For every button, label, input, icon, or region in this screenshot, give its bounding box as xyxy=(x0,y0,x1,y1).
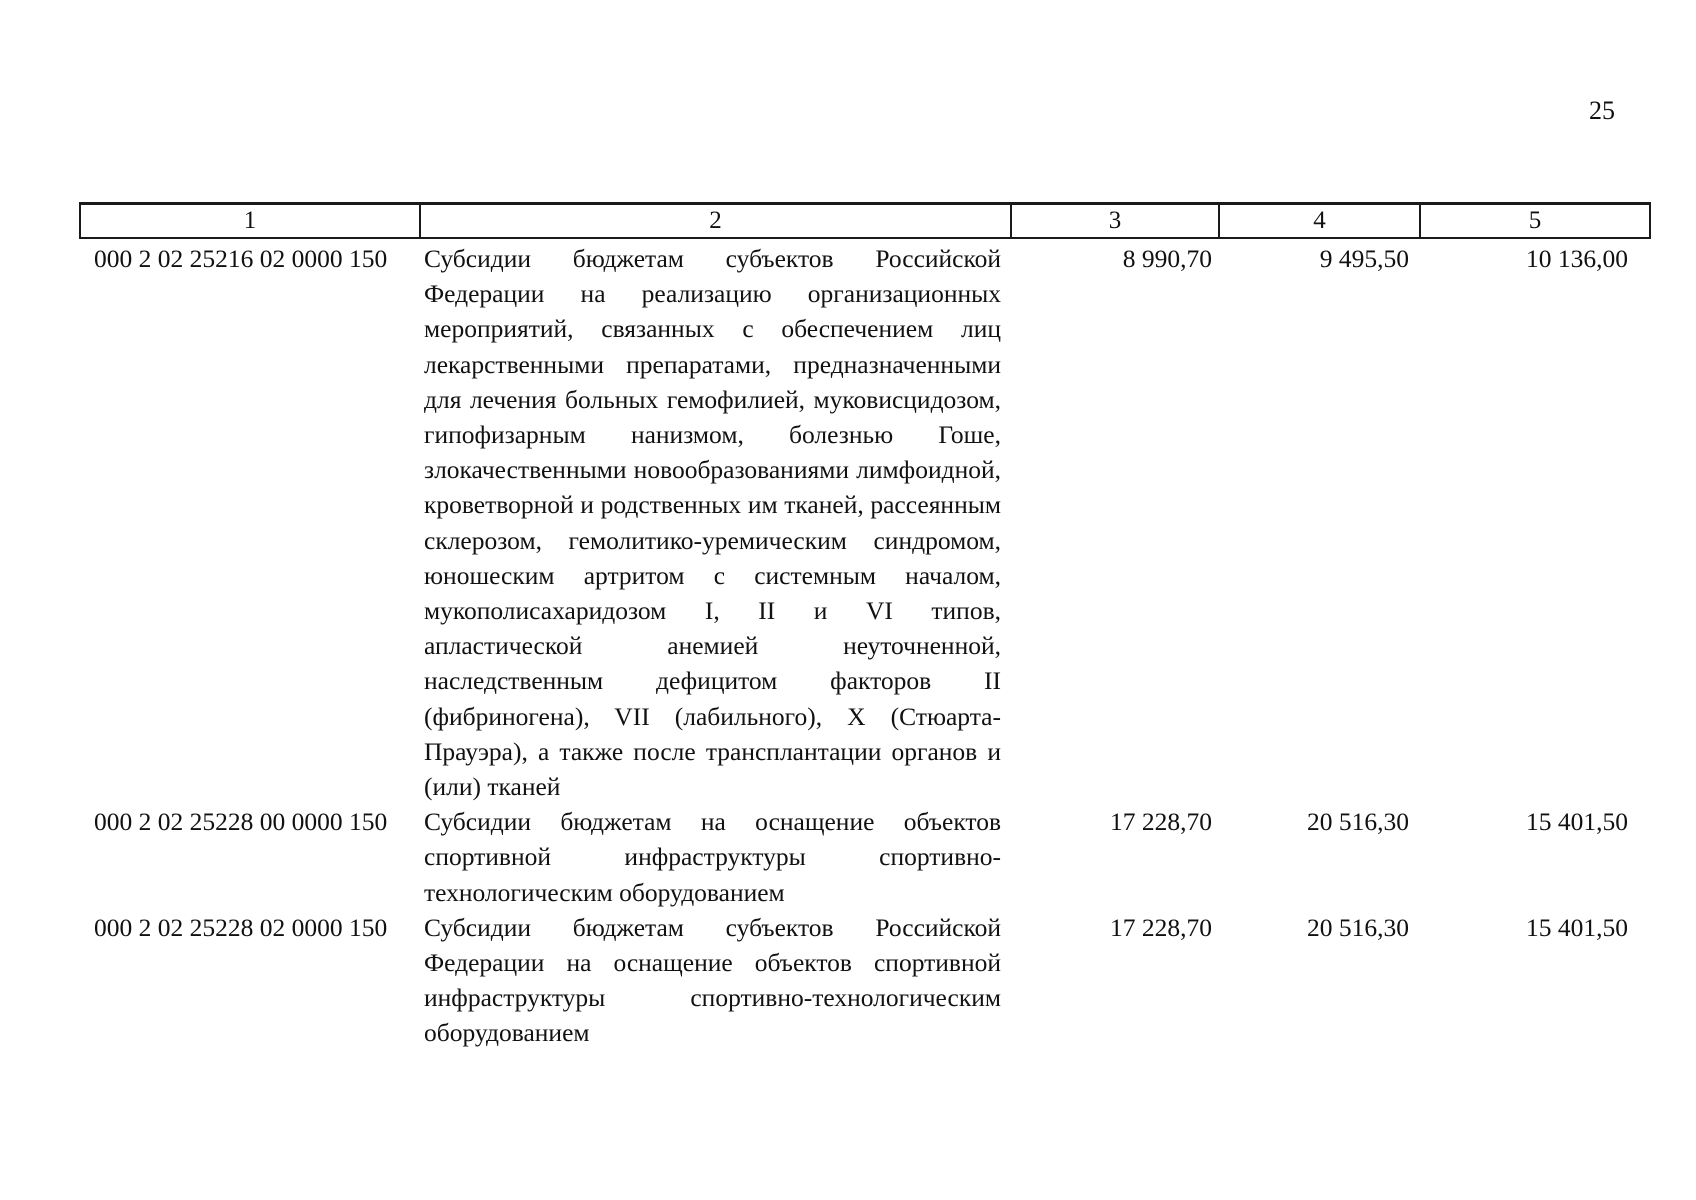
column-header-5: 5 xyxy=(1420,204,1650,239)
amount-col-3: 8 990,70 xyxy=(1122,244,1212,273)
table-row xyxy=(80,910,1650,1051)
revenue-description: Субсидии бюджетам на оснащение объектов спортивной инфраструктуры спортивно-технологическим оборудованием xyxy=(424,807,1001,907)
budget-code: 000 2 02 25216 02 0000 150 xyxy=(94,244,388,273)
page-number: 25 xyxy=(1589,96,1615,125)
amount-col-5: 15 401,50 xyxy=(1526,912,1628,942)
table-header xyxy=(80,204,1650,239)
column-header-3: 3 xyxy=(1011,204,1219,239)
budget-code: 000 2 02 25228 00 0000 150 xyxy=(94,807,388,837)
amount-col-5: 15 401,50 xyxy=(1526,807,1628,837)
amount-col-5: 10 136,00 xyxy=(1526,244,1628,273)
amount-col-4: 20 516,30 xyxy=(1307,807,1409,837)
amount-col-3: 17 228,70 xyxy=(1110,912,1212,942)
budget-code: 000 2 02 25228 02 0000 150 xyxy=(94,912,388,942)
amount-col-3: 17 228,70 xyxy=(1110,807,1212,837)
budget-revenue-table xyxy=(79,202,1651,1051)
revenue-description: Субсидии бюджетам субъектов Российской Федерации на реализацию организационных мероприятий, связанных с обеспечением лиц лекарственными препаратами, предназначенными для лечения больных гемофилией, муковисцидозом, гипофизарным нанизмом, болезнью Гоше, злокачественными новообразованиями лимфоидной, кроветворной и родственных им тканей, рассеянным склерозом, гемолитико-уремическим синдромом, юношеским артритом с системным началом, мукополисахаридозом I, II и VI типов, апластической анемией неуточненной, наследственным дефицитом факторов II (фибриногена), VII (лабильного), X (Стюарта-Прауэра), а также после трансплантации органов и (или) тканей xyxy=(424,244,1001,802)
column-number-row xyxy=(80,204,1650,239)
amount-col-4: 20 516,30 xyxy=(1307,912,1409,942)
column-header-4: 4 xyxy=(1219,204,1420,239)
revenue-description: Субсидии бюджетам субъектов Российской Федерации на оснащение объектов спортивной инфраструктуры спортивно-технологическим оборудованием xyxy=(424,912,1001,1048)
table-row xyxy=(80,238,1650,804)
column-header-1: 1 xyxy=(80,204,420,239)
column-header-2: 2 xyxy=(420,204,1011,239)
table-row xyxy=(80,804,1650,910)
table-body xyxy=(80,238,1650,1051)
amount-col-4: 9 495,50 xyxy=(1319,244,1409,273)
